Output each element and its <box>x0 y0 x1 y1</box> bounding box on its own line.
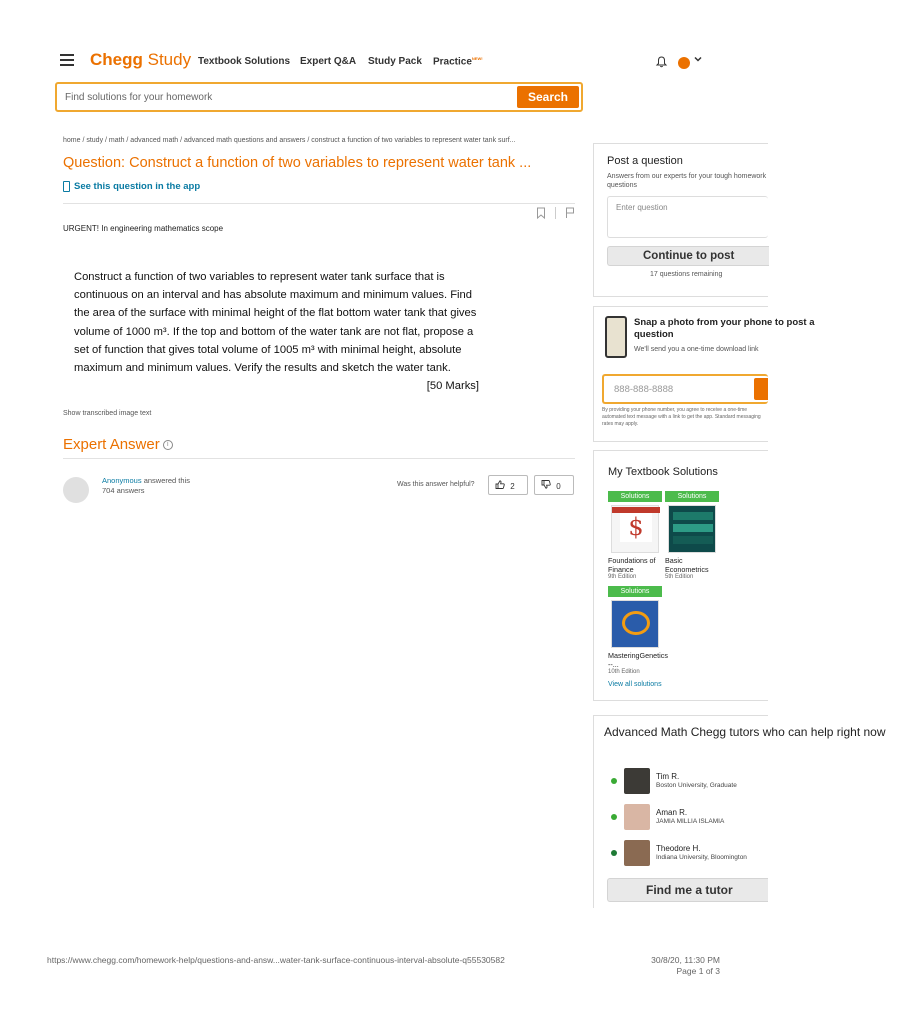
print-datetime: 30/8/20, 11:30 PM <box>651 955 720 965</box>
questions-remaining: 17 questions remaining <box>650 271 723 278</box>
bookmark-icon[interactable] <box>536 210 546 222</box>
see-in-app-label: See this question in the app <box>74 181 201 193</box>
textbook-item[interactable] <box>665 491 719 580</box>
thumbs-up-icon <box>495 482 505 491</box>
question-line: set of function that gives total volume of 1005 m³ with minimal height, absolute <box>74 343 462 356</box>
logo-product: Study <box>147 50 192 69</box>
book-edition: 9th Edition <box>608 574 637 580</box>
user-avatar[interactable] <box>678 57 690 69</box>
book-title: Basic Econometrics <box>665 556 709 574</box>
divider <box>63 458 575 459</box>
phone-placeholder: 888-888-8888 <box>614 384 674 395</box>
menu-icon[interactable] <box>60 54 74 66</box>
thumbs-down-icon <box>541 482 551 491</box>
see-in-app-link[interactable] <box>63 181 200 192</box>
snap-photo-title-text: Snap a photo from your phone to post a question <box>634 317 815 340</box>
online-status-icon <box>611 778 617 784</box>
tutor-school: Boston University, Graduate <box>656 782 737 789</box>
thumbs-down-count: 0 <box>556 482 561 491</box>
book-title: MasteringGenetics --... <box>608 651 668 669</box>
tutor-item[interactable] <box>608 768 768 794</box>
question-line: volume of 1000 m³. If the top and bottom of the water tank are not flat, propose a <box>74 325 474 338</box>
answer-author <box>102 476 190 496</box>
author-link[interactable]: Anonymous <box>102 476 142 485</box>
post-question-title: Post a question <box>607 155 683 167</box>
tutors-title <box>604 724 886 740</box>
solutions-badge: Solutions <box>665 491 719 502</box>
tutor-school: JAMIA MILLIA ISLAMIA <box>656 818 725 825</box>
question-body <box>74 268 479 395</box>
question-line: maximum and minimum values. Verify the results and sketch the water tank. <box>74 362 451 375</box>
tutors-title-text: Advanced Math Chegg tutors who can help right now <box>604 725 886 739</box>
search-button[interactable]: Search <box>517 86 579 108</box>
search-bar <box>55 82 583 112</box>
marks-label: [50 Marks] <box>426 380 479 393</box>
find-tutor-button[interactable]: Find me a tutor <box>607 878 768 902</box>
snap-photo-desc: We'll send you a one-time download link <box>634 346 759 353</box>
info-icon[interactable]: i <box>163 440 173 450</box>
divider <box>63 203 575 204</box>
page-number: Page 1 of 3 <box>676 966 720 976</box>
solutions-badge: Solutions <box>608 586 662 597</box>
thumbs-down-button[interactable] <box>534 475 574 495</box>
answer-count: 704 answers <box>102 486 145 495</box>
chevron-down-icon[interactable] <box>694 55 702 65</box>
continue-to-post-button[interactable]: Continue to post <box>607 246 769 266</box>
expert-answer-label: Expert Answer <box>63 436 160 453</box>
view-all-solutions-link[interactable]: View all solutions <box>608 681 662 688</box>
chegg-logo[interactable] <box>90 50 191 70</box>
logo-brand: Chegg <box>90 50 143 69</box>
avatar <box>624 840 650 866</box>
question-line: the area of the surface with minimal height of the flat bottom water tank that gives <box>74 307 477 320</box>
thumbs-up-count: 2 <box>510 482 515 491</box>
tutor-name: Theodore H. <box>656 844 701 853</box>
nav-study-pack[interactable]: Study Pack <box>368 56 422 67</box>
tutor-name: Tim R. <box>656 772 680 781</box>
print-footer <box>637 955 720 977</box>
textbook-solutions-card <box>593 450 768 701</box>
send-link-button[interactable] <box>754 378 768 400</box>
solutions-badge: Solutions <box>608 491 662 502</box>
avatar <box>624 804 650 830</box>
show-transcribed-link[interactable]: Show transcribed image text <box>63 410 152 417</box>
nav-practice[interactable] <box>433 56 483 67</box>
phone-app-icon <box>605 316 627 358</box>
expert-answer-heading <box>63 436 173 453</box>
book-cover <box>668 505 716 553</box>
question-title: Question: Construct a function of two variables to represent water tank ... <box>63 155 532 171</box>
tutor-school: Indiana University, Bloomington <box>656 854 747 861</box>
search-input[interactable] <box>57 84 497 110</box>
phone-number-field[interactable] <box>602 374 768 404</box>
thumbs-up-button[interactable] <box>488 475 528 495</box>
breadcrumb[interactable]: home / study / math / advanced math / advanced math questions and answers / construct a function of two variables to represent water tank surf... <box>63 137 516 144</box>
book-title: Foundations of Finance <box>608 556 656 574</box>
tutor-name: Aman R. <box>656 808 688 817</box>
nav-expert-qa[interactable]: Expert Q&A <box>300 56 357 67</box>
textbook-item[interactable] <box>608 586 668 675</box>
snap-photo-title <box>634 317 815 341</box>
tutor-item[interactable] <box>608 804 768 830</box>
sms-disclaimer: By providing your phone number, you agree to receive a one-time automated text message with a link to get the app. Standard messaging rates may apply. <box>602 407 761 427</box>
helpful-prompt: Was this answer helpful? <box>397 481 475 488</box>
enter-question-field[interactable]: Enter question <box>607 196 768 238</box>
question-line: continuous on an interval and has absolute maximum and minimum values. Find <box>74 289 472 302</box>
question-tools <box>536 207 575 222</box>
book-cover <box>611 600 659 648</box>
book-edition: 10th Edition <box>608 669 640 675</box>
nav-practice-label: Practice <box>433 56 472 68</box>
textbook-item[interactable] <box>608 491 662 580</box>
bell-icon[interactable] <box>656 56 667 71</box>
new-badge: NEW! <box>471 56 483 61</box>
tutor-item[interactable] <box>608 840 768 866</box>
book-edition: 5th Edition <box>665 574 694 580</box>
nav-textbook-solutions[interactable]: Textbook Solutions <box>198 56 291 67</box>
flag-icon[interactable] <box>565 210 575 222</box>
online-status-icon <box>611 850 617 856</box>
textbook-solutions-title: My Textbook Solutions <box>608 466 718 478</box>
question-line: Construct a function of two variables to represent water tank surface that is <box>74 271 445 283</box>
avatar <box>624 768 650 794</box>
page-url: https://www.chegg.com/homework-help/questions-and-answ...water-tank-surface-continuous-interval-absolute-q55530582 <box>47 955 505 965</box>
question-note: URGENT! In engineering mathematics scope <box>63 224 224 233</box>
post-question-desc: Answers from our experts for your tough homework questions <box>607 173 767 189</box>
book-cover: $ <box>611 505 659 553</box>
answered-text: answered this <box>143 476 190 485</box>
phone-icon <box>63 181 70 192</box>
avatar <box>63 477 89 503</box>
online-status-icon <box>611 814 617 820</box>
